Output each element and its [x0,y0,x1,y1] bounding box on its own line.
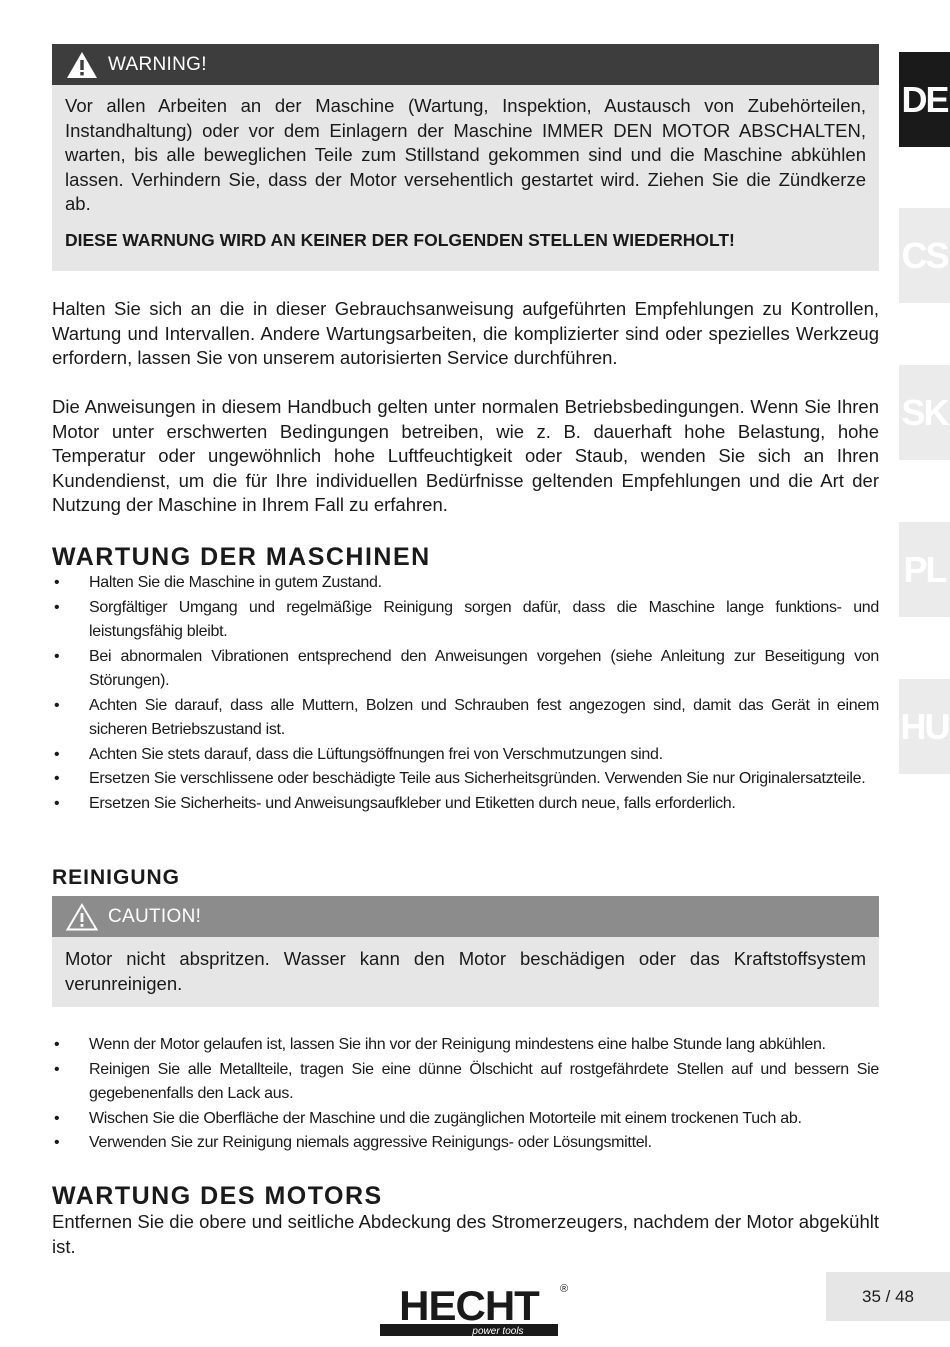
caution-triangle-icon [66,903,98,931]
lang-tab-hu[interactable] [899,679,950,774]
reinigung-list [52,1033,879,1156]
warning-triangle-icon [66,51,98,79]
lang-tab-label: DE [901,78,948,120]
warning-text: Vor allen Arbeiten an der Maschine (Wartung, Inspektion, Austausch von Zubehörteilen, Instandhaltung) oder vor dem Einlagern der Maschine IMMER DEN MOTOR ABSCHALTEN, warten, bis alle beweglichen Teile zum Stillstand gekommen sind und die Maschine abkühlen lassen. Verhindern Sie, dass der Motor versehentlich gestartet wird. Ziehen Sie die Zündkerze ab. [65,95,866,214]
list-item: • Wenn der Motor gelaufen ist, lassen Sie ihn vor der Reinigung mindestens eine halbe Stunde lang abkühlen. [52,1033,879,1058]
logo-registered-mark: ® [560,1283,569,1295]
list-item: • Reinigen Sie alle Metallteile, tragen Sie eine dünne Ölschicht auf rostgefährdete Stellen auf und bessern Sie gegebenenfalls den Lack aus. [52,1058,879,1107]
lang-tab-sk[interactable] [899,365,950,460]
intro-paragraph-1: Halten Sie sich an die in dieser Gebrauchsanweisung aufgeführten Empfehlungen zu Kontrollen, Wartung und Intervallen. Andere Wartungsarbeiten, die komplizierter sind oder spezielles Werkzeug erfordern, lassen Sie von unserem autorisierten Service durchführen. [52,298,879,368]
caution-label: CAUTION! [108,905,202,927]
lang-tab-label: HU [900,705,949,747]
warning-emphasis: DIESE WARNUNG WIRD AN KEINER DER FOLGENDEN STELLEN WIEDERHOLT! [65,229,735,250]
logo-wordmark: HECHT [399,1282,539,1329]
wartung-motors-text: Entfernen Sie die obere und seitliche Abdeckung des Stromerzeugers, nachdem der Motor abgekühlt ist. [52,1211,879,1257]
lang-tab-label: CS [901,234,948,276]
wartung-maschinen-list [52,571,879,816]
section-heading-wartung-maschinen: WARTUNG DER MASCHINEN [52,543,431,571]
list-item: • Bei abnormalen Vibrationen entsprechend den Anweisungen vorgehen (siehe Anleitung zur Beseitigung von Störungen). [52,645,879,694]
lang-tab-label: SK [901,391,948,433]
list-item: • Halten Sie die Maschine in gutem Zustand. [52,571,879,596]
list-item: • Achten Sie darauf, dass alle Muttern, Bolzen und Schrauben fest angezogen sind, damit das Gerät in einem sicheren Betriebszustand ist. [52,694,879,743]
caution-text: Motor nicht abspritzen. Wasser kann den Motor beschädigen oder das Kraftstoffsystem verunreinigen. [65,948,866,994]
list-item: • Wischen Sie die Oberfläche der Maschine und die zugänglichen Motorteile mit einem trockenen Tuch ab. [52,1107,879,1132]
list-item: • Ersetzen Sie verschlissene oder beschädigte Teile aus Sicherheitsgründen. Verwenden Sie nur Originalersatzteile. [52,767,879,792]
warning-header [52,44,879,85]
section-heading-wartung-motors: WARTUNG DES MOTORS [52,1182,383,1210]
hecht-logo [380,1280,570,1338]
lang-tab-de[interactable] [899,52,950,147]
list-item: • Sorgfältiger Umgang und regelmäßige Reinigung sorgen dafür, dass die Maschine lange funktions- und leistungsfähig bleibt. [52,596,879,645]
list-item: • Verwenden Sie zur Reinigung niemals aggressive Reinigungs- oder Lösungsmittel. [52,1131,879,1156]
lang-tab-cs[interactable] [899,208,950,303]
lang-tab-label: PL [903,548,946,590]
page-number-label: 35 / 48 [862,1286,914,1306]
page-number [826,1272,950,1321]
warning-label: WARNING! [108,53,207,75]
list-item: • Achten Sie stets darauf, dass die Lüftungsöffnungen frei von Verschmutzungen sind. [52,743,879,768]
section-heading-reinigung: REINIGUNG [52,866,181,889]
lang-tab-pl[interactable] [899,522,950,617]
list-item: • Ersetzen Sie Sicherheits- und Anweisungsaufkleber und Etiketten durch neue, falls erforderlich. [52,792,879,817]
logo-subtext: power tools [472,1326,524,1337]
warning-body [52,85,879,271]
caution-header [52,896,879,937]
caution-body [52,937,879,1007]
intro-paragraph-2: Die Anweisungen in diesem Handbuch gelten unter normalen Betriebsbedingungen. Wenn Sie Ihren Motor unter erschwerten Bedingungen betreiben, wie z. B. dauerhaft hohe Belastung, hohe Temperatur oder ungewöhnlich hohe Luftfeuchtigkeit oder Staub, wenden Sie sich an Ihren Kundendienst, um die für Ihre individuellen Bedürfnisse geltenden Empfehlungen und die Art der Nutzung der Maschine in Ihrem Fall zu erfahren. [52,396,879,515]
